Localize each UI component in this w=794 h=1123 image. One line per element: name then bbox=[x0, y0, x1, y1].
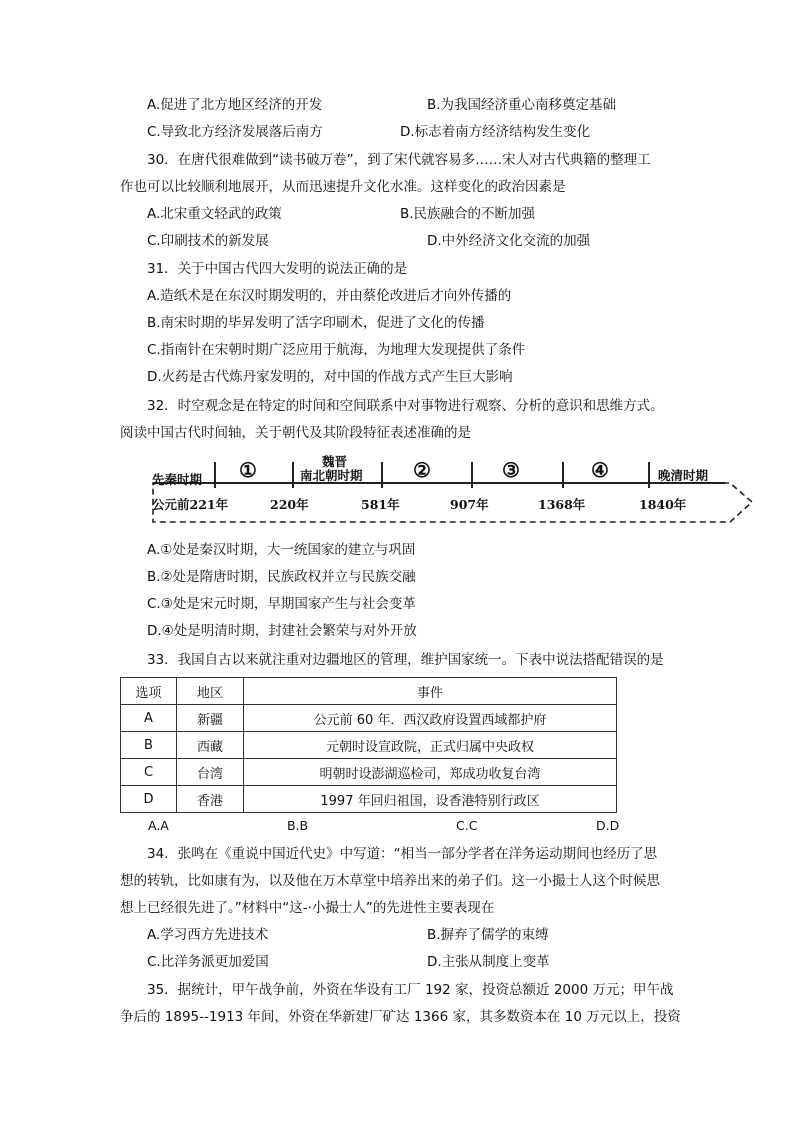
timeline-slot-3: ③ bbox=[502, 458, 520, 482]
timeline-southern-northern: 南北朝时期 bbox=[300, 468, 363, 483]
table-row bbox=[121, 786, 617, 813]
table-header-row bbox=[121, 678, 617, 705]
q34-stem-line1: 34．张鸣在《重说中国近代史》中写道：“相当一部分学者在洋务运动期间也经历了思 bbox=[147, 846, 658, 862]
table-header-cell: 选项 bbox=[121, 678, 177, 705]
q29-option-d: D.标志着南方经济结构发生变化 bbox=[400, 124, 591, 140]
q31-option-b: B.南宋时期的毕昇发明了活字印刷术，促进了文化的传播 bbox=[147, 315, 485, 331]
timeline-pre-qin: 先秦时期 bbox=[152, 472, 203, 487]
timeline-year-1840: 1840年 bbox=[639, 497, 687, 512]
q30-stem-line1: 30．在唐代很难做到“读书破万卷”，到了宋代就容易多……宋人对古代典籍的整理工 bbox=[147, 152, 651, 168]
q35-stem-line2: 争后的 1895--1913 年间，外资在华新建厂矿达 1366 家，其多数资本在 10 万元以上，投资 bbox=[120, 1009, 681, 1025]
timeline-year-907: 907年 bbox=[450, 497, 489, 512]
timeline-late-qing: 晚清时期 bbox=[658, 468, 709, 483]
table-cell: C bbox=[121, 759, 177, 786]
timeline-slot-4: ④ bbox=[591, 458, 609, 482]
timeline-slot-1: ① bbox=[239, 458, 257, 482]
q32-stem-line1: 32．时空观念是在特定的时间和空间联系中对事物进行观察、分析的意识和思维方式。 bbox=[147, 398, 664, 414]
q33-option-a: A.A bbox=[148, 818, 169, 833]
timeline-year-581: 581年 bbox=[361, 497, 400, 512]
table-cell: 新疆 bbox=[177, 705, 244, 732]
q32-option-b: B.②处是隋唐时期，民族政权并立与民族交融 bbox=[147, 569, 416, 585]
timeline-wei-jin: 魏晋 bbox=[322, 454, 348, 469]
timeline-slot-2: ② bbox=[413, 458, 431, 482]
q30-option-b: B.民族融合的不断加强 bbox=[400, 206, 536, 222]
table-row bbox=[121, 732, 617, 759]
q30-stem-line2: 作也可以比较顺利地展开，从而迅速提升文化水准。这样变化的政治因素是 bbox=[120, 179, 566, 195]
table-cell: 西藏 bbox=[177, 732, 244, 759]
q33-option-c: C.C bbox=[456, 818, 478, 833]
timeline-year-220: 220年 bbox=[270, 497, 309, 512]
timeline-year-1368: 1368年 bbox=[538, 497, 586, 512]
table-cell: A bbox=[121, 705, 177, 732]
table-cell: 公元前 60 年．西汉政府设置西域都护府 bbox=[244, 705, 617, 732]
q33-option-b: B.B bbox=[287, 818, 309, 833]
table-header-cell: 事件 bbox=[244, 678, 617, 705]
table-cell: 香港 bbox=[177, 786, 244, 813]
table-cell: 明朝时设澎湖巡检司，郑成功收复台湾 bbox=[244, 759, 617, 786]
q30-option-a: A.北宋重文轻武的政策 bbox=[147, 206, 282, 222]
timeline-year-221bc: 公元前221年 bbox=[152, 497, 229, 512]
q32-option-d: D.④处是明清时期，封建社会繁荣与对外开放 bbox=[147, 623, 417, 639]
q30-option-d: D.中外经济文化交流的加强 bbox=[427, 233, 591, 249]
timeline-figure bbox=[150, 454, 760, 528]
q29-option-b: B.为我国经济重心南移奠定基础 bbox=[427, 97, 617, 113]
q33-table bbox=[120, 677, 617, 813]
table-cell: 台湾 bbox=[177, 759, 244, 786]
table-row bbox=[121, 759, 617, 786]
q34-option-b: B.摒弃了儒学的束缚 bbox=[427, 927, 549, 943]
q31-option-c: C.指南针在宋朝时期广泛应用于航海，为地理大发现提供了条件 bbox=[147, 342, 526, 358]
q33-option-d: D.D bbox=[596, 818, 620, 833]
q34-stem-line3: 想上已经很先进了。”材料中“这-·小撮士人”的先进性主要表现在 bbox=[120, 900, 495, 916]
q31-stem: 31．关于中国古代四大发明的说法正确的是 bbox=[147, 261, 408, 277]
q34-option-a: A.学习西方先进技术 bbox=[147, 927, 269, 943]
q34-stem-line2: 想的转轨，比如康有为，以及他在万木草堂中培养出来的弟子们。这一小撮士人这个时候思 bbox=[120, 873, 660, 889]
q35-stem-line1: 35．据统计，甲午战争前，外资在华设有工厂 192 家，投资总额近 2000 万元；甲午战 bbox=[147, 982, 674, 998]
q29-option-a: A.促进了北方地区经济的开发 bbox=[147, 97, 323, 113]
table-cell: 元朝时设宣政院，正式归属中央政权 bbox=[244, 732, 617, 759]
q32-option-a: A.①处是秦汉时期，大一统国家的建立与巩固 bbox=[147, 542, 416, 558]
table-cell: 1997 年回归祖国，设香港特别行政区 bbox=[244, 786, 617, 813]
q30-option-c: C.印刷技术的新发展 bbox=[147, 233, 269, 249]
q31-option-d: D.火药是古代炼丹家发明的，对中国的作战方式产生巨大影响 bbox=[147, 369, 513, 385]
q32-option-c: C.③处是宋元时期，早期国家产生与社会变革 bbox=[147, 596, 416, 612]
q32-stem-line2: 阅读中国古代时间轴，关于朝代及其阶段特征表述准确的是 bbox=[120, 425, 471, 441]
table-row bbox=[121, 705, 617, 732]
q29-option-c: C.导致北方经济发展落后南方 bbox=[147, 124, 323, 140]
table-header-cell: 地区 bbox=[177, 678, 244, 705]
table-cell: D bbox=[121, 786, 177, 813]
q31-option-a: A.造纸术是在东汉时期发明的，并由蔡伦改进后才向外传播的 bbox=[147, 288, 512, 304]
q33-stem: 33．我国自古以来就注重对边疆地区的管理，维护国家统一。下表中说法搭配错误的是 bbox=[147, 652, 664, 668]
q34-option-d: D.主张从制度上变革 bbox=[427, 954, 550, 970]
table-cell: B bbox=[121, 732, 177, 759]
q34-option-c: C.比洋务派更加爱国 bbox=[147, 954, 269, 970]
